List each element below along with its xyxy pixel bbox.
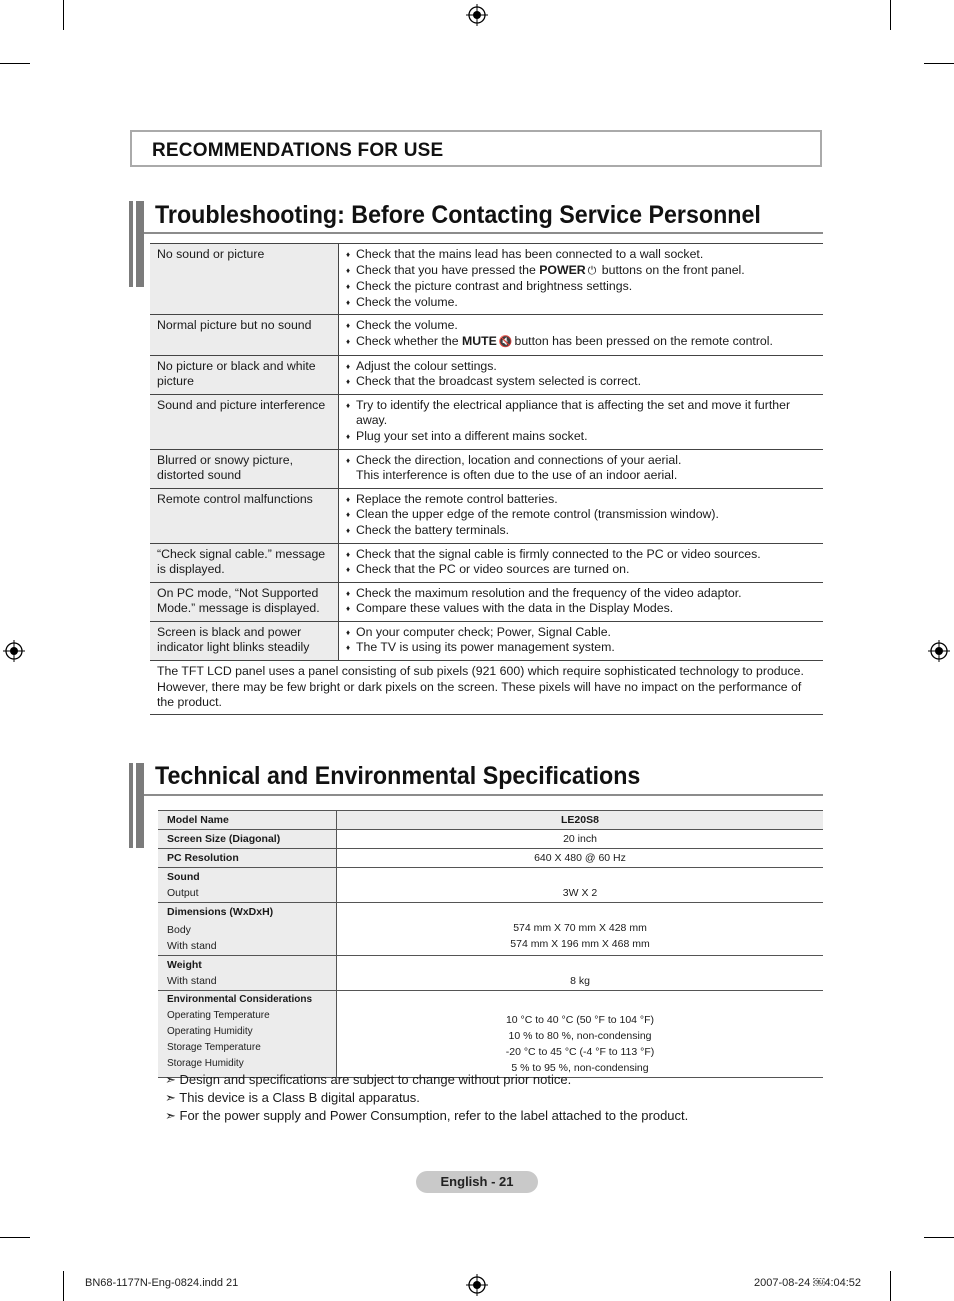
button-name: POWER — [539, 262, 586, 277]
remedy-cell — [339, 543, 824, 582]
arrow-icon: ➣ — [165, 1072, 180, 1087]
spec-value-line: 5 % to 95 %, non-condensing — [511, 1062, 649, 1074]
registration-mark-icon — [466, 1274, 488, 1296]
troubleshooting-note-row — [150, 661, 823, 715]
remedy-text: Check whether the — [356, 333, 462, 348]
symptom-cell: No sound or picture — [150, 244, 339, 315]
spec-value — [337, 868, 824, 903]
remedy-cell — [339, 582, 824, 621]
remedy-cell — [339, 449, 824, 488]
spec-label-sub: Storage Temperature — [167, 1042, 261, 1053]
spec-label-sub: Output — [167, 887, 199, 899]
remedy-cell — [339, 488, 824, 543]
symptom-cell: Remote control malfunctions — [150, 488, 339, 543]
remedy-cell — [339, 394, 824, 449]
remedy-item: ♦ Replace the remote control batteries. — [346, 492, 816, 508]
spec-row-model — [158, 811, 823, 830]
spec-label-sub: Operating Temperature — [167, 1010, 270, 1021]
symptom-cell: On PC mode, “Not Supported Mode.” message is displayed. — [150, 582, 339, 621]
troubleshooting-row — [150, 394, 823, 449]
spec-row-weight — [158, 956, 823, 991]
troubleshooting-row — [150, 621, 823, 660]
symptom-cell: Blurred or snowy picture, distorted sound — [150, 449, 339, 488]
crop-mark — [0, 63, 30, 64]
spec-label-sub: Body — [167, 924, 191, 936]
spec-value: 20 inch — [337, 830, 824, 849]
footer-timestamp: 2007-08-24 ￼4:04:52 — [754, 1277, 862, 1289]
remedy-cell — [339, 621, 824, 660]
note-text: For the power supply and Power Consumption, refer to the label attached to the product. — [179, 1108, 689, 1123]
page-number-label: English - 21 — [416, 1171, 538, 1193]
remedy-cell — [339, 244, 824, 315]
remedy-text: buttons on the front panel. — [598, 262, 745, 277]
remedy-item: ♦ Check that the mains lead has been connected to a wall socket. — [346, 247, 816, 263]
spec-label — [158, 903, 337, 956]
troubleshooting-row — [150, 355, 823, 394]
spec-value-line: 10 % to 80 %, non-condensing — [508, 1030, 652, 1042]
remedy-item — [346, 263, 816, 280]
crop-mark — [924, 1237, 954, 1238]
crop-mark — [0, 1237, 30, 1238]
spec-label: Model Name — [158, 811, 337, 830]
spec-value-line: 574 mm X 70 mm X 428 mm — [513, 922, 647, 934]
note-item — [165, 1107, 688, 1125]
registration-mark-icon — [928, 640, 950, 662]
remedy-item: ♦ Plug your set into a different mains socket. — [346, 429, 816, 445]
symptom-cell: Normal picture but no sound — [150, 315, 339, 355]
power-icon: ⏻ — [587, 264, 597, 277]
remedy-item: ♦ Clean the upper edge of the remote control (transmission window). — [346, 507, 816, 523]
remedy-item: ♦ Check the picture contrast and brightness settings. — [346, 279, 816, 295]
troubleshooting-row — [150, 244, 823, 315]
symptom-cell: Sound and picture interference — [150, 394, 339, 449]
troubleshooting-row — [150, 488, 823, 543]
remedy-item: ♦ Check the maximum resolution and the frequency of the video adaptor. — [346, 586, 816, 602]
spec-row-pc — [158, 849, 823, 868]
mute-icon: 🔇 — [498, 335, 513, 348]
remedy-item: ♦ Check that the broadcast system selected is correct. — [346, 374, 816, 390]
symptom-cell: “Check signal cable.” message is displayed. — [150, 543, 339, 582]
remedy-item: ♦ Check the volume. — [346, 295, 816, 311]
arrow-icon: ➣ — [165, 1108, 180, 1123]
spec-row-environment — [158, 991, 823, 1078]
note-item — [165, 1071, 688, 1089]
troubleshooting-row — [150, 449, 823, 488]
note-item — [165, 1089, 688, 1107]
note-text: Design and specifications are subject to change without prior notice. — [179, 1072, 572, 1087]
spec-label: PC Resolution — [158, 849, 337, 868]
spec-label-sub: With stand — [167, 975, 217, 987]
remedy-item: ♦ Check the direction, location and connections of your aerial. — [346, 453, 816, 469]
remedy-item: ♦ The TV is using its power management system. — [346, 640, 816, 656]
spec-label-main: Environmental Considerations — [167, 994, 313, 1005]
spec-label — [158, 956, 337, 991]
remedy-cell — [339, 315, 824, 355]
spec-value-line: 8 kg — [570, 975, 590, 987]
remedy-item: ♦ Check that the PC or video sources are turned on. — [346, 562, 816, 578]
spec-value — [337, 903, 824, 956]
spec-value-line: 574 mm X 196 mm X 468 mm — [510, 938, 650, 950]
spec-row-screen — [158, 830, 823, 849]
crop-mark — [890, 0, 891, 30]
section-rule — [144, 232, 823, 234]
lcd-pixel-note: The TFT LCD panel uses a panel consisting of sub pixels (921 600) which require sophisticated technology to produce. However, there may be few bright or dark pixels on the screen. These pixels will have no impact on the performance of the product. — [150, 661, 823, 715]
remedy-item: ♦ Check that the signal cable is firmly connected to the PC or video sources. — [346, 547, 816, 563]
troubleshooting-title: Troubleshooting: Before Contacting Service Personnel — [155, 201, 761, 229]
section-marker-bar — [129, 201, 144, 287]
arrow-icon: ➣ — [165, 1090, 180, 1105]
registration-mark-icon — [466, 4, 488, 26]
troubleshooting-row — [150, 315, 823, 355]
footer-file-info: BN68-1177N-Eng-0824.indd 21 — [85, 1277, 239, 1289]
crop-mark — [63, 0, 64, 30]
remedy-item: This interference is often due to the use of an indoor aerial. — [356, 468, 678, 483]
specifications-table — [158, 810, 823, 1078]
remedy-text: button has been pressed on the remote control. — [514, 333, 773, 348]
spec-value — [337, 991, 824, 1078]
spec-label-main: Sound — [167, 871, 200, 883]
troubleshooting-table — [150, 243, 823, 715]
spec-value — [337, 956, 824, 991]
remedy-item: ♦ Try to identify the electrical appliance that is affecting the set and move it further away. — [346, 398, 816, 429]
section-header-box — [130, 130, 822, 167]
specifications-title: Technical and Environmental Specifications — [155, 762, 641, 790]
crop-mark — [890, 1271, 891, 1301]
spec-label: Screen Size (Diagonal) — [158, 830, 337, 849]
note-text: This device is a Class B digital apparatus. — [179, 1090, 420, 1105]
symptom-cell: Screen is black and power indicator light blinks steadily — [150, 621, 339, 660]
spec-row-sound — [158, 868, 823, 903]
spec-value-line: -20 °C to 45 °C (-4 °F to 113 °F) — [505, 1046, 655, 1058]
spec-notes — [165, 1071, 688, 1125]
section-rule — [144, 794, 823, 796]
spec-label-main: Weight — [167, 959, 202, 971]
remedy-item: ♦ Adjust the colour settings. — [346, 359, 816, 375]
section-header-title: RECOMMENDATIONS FOR USE — [152, 140, 444, 161]
spec-value-line: 3W X 2 — [562, 887, 598, 899]
remedy-item — [346, 334, 816, 351]
spec-label — [158, 868, 337, 903]
spec-label-sub: Storage Humidity — [167, 1058, 244, 1069]
spec-value: LE20S8 — [337, 811, 824, 830]
remedy-item: ♦ On your computer check; Power, Signal Cable. — [346, 625, 816, 641]
remedy-item: ♦ Check the volume. — [346, 318, 816, 334]
spec-label — [158, 991, 337, 1078]
remedy-cell — [339, 355, 824, 394]
spec-label-sub: Operating Humidity — [167, 1026, 253, 1037]
registration-mark-icon — [3, 640, 25, 662]
symptom-cell: No picture or black and white picture — [150, 355, 339, 394]
spec-label-sub: With stand — [167, 940, 217, 952]
section-marker-bar — [129, 763, 144, 848]
troubleshooting-row — [150, 543, 823, 582]
crop-mark — [63, 1271, 64, 1301]
spec-label-main: Dimensions (WxDxH) — [167, 906, 274, 918]
troubleshooting-row — [150, 582, 823, 621]
button-name: MUTE — [461, 333, 497, 348]
remedy-item: ♦ Check the battery terminals. — [346, 523, 816, 539]
spec-value: 640 X 480 @ 60 Hz — [337, 849, 824, 868]
remedy-item: ♦ Compare these values with the data in the Display Modes. — [346, 601, 816, 617]
remedy-text: Check that you have pressed the — [356, 262, 540, 277]
spec-value-line: 10 °C to 40 °C (50 °F to 104 °F) — [505, 1014, 655, 1026]
spec-row-dimensions — [158, 903, 823, 956]
crop-mark — [924, 63, 954, 64]
